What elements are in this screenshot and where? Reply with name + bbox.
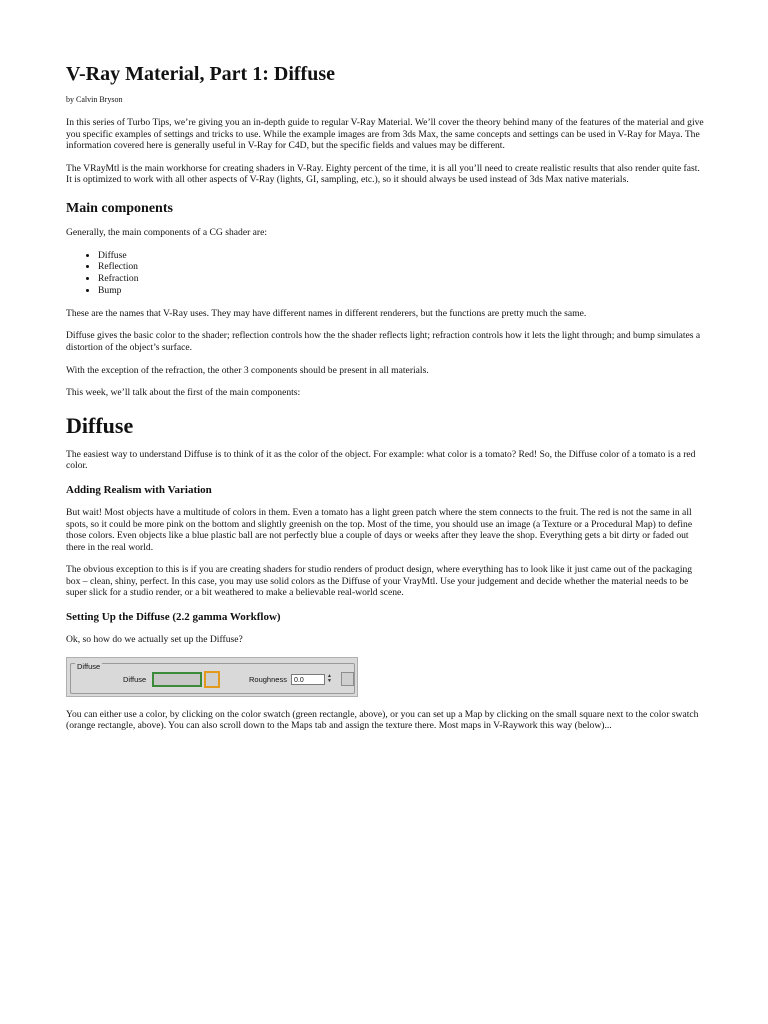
main-components-heading: Main components xyxy=(66,200,173,216)
list-item: • Refraction xyxy=(98,273,706,285)
components-paragraph-2: Diffuse gives the basic color to the shader; reflection controls how the the shader reflects light; refraction controls how it lets the light through; and bump simulates a distortion of the object’s surface. xyxy=(66,330,701,353)
byline: by Calvin Bryson xyxy=(66,95,123,104)
roughness-label: Roughness xyxy=(249,674,287,684)
diffuse-map-button[interactable] xyxy=(204,671,220,688)
diffuse-label: Diffuse xyxy=(123,674,147,684)
intro-paragraph-2: The VRayMtl is the main workhorse for creating shaders in V-Ray. Eighty percent of the time, it is all you’ll need to create realistic results that also render quite fast. It is optimized to work with all other aspects of V-Ray (lights, GI, sampling, etc.), so it should always be used instead of 3ds Max native materials. xyxy=(66,162,700,186)
components-paragraph-3: With the exception of the refraction, the other 3 components should be present in all materials. xyxy=(66,364,429,376)
list-item: • Reflection xyxy=(98,261,706,273)
spinner-down-icon[interactable]: ▼ xyxy=(327,677,332,684)
list-item: • Bump xyxy=(98,285,706,297)
setup-paragraph-1: Ok, so how do we actually set up the Diffuse? xyxy=(66,634,243,646)
article xyxy=(66,62,706,743)
roughness-map-button[interactable] xyxy=(341,672,354,686)
realism-paragraph-2: The obvious exception to this is if you are creating shaders for studio renders of product design, where everything has to look like it just came out of the packaging box – clean, shiny, perfect. In this case, you may use solid colors as the Diffuse of your VrayMtl. Use your judgement and decide whether the material needs to be super slick for a studio render, or a bit weathered to make a believable real-world scene. xyxy=(66,564,693,599)
diffuse-heading: Diffuse xyxy=(66,412,134,438)
setup-paragraph-2: You can either use a color, by clicking on the color swatch (green rectangle, above), or you can set up a Map by clicking on the small square next to the color swatch (orange rectangle, above). You can also scroll down to the Maps tab and assign the texture there. Most maps in V-Raywork this way (below)... xyxy=(66,708,699,732)
components-intro: Generally, the main components of a CG shader are: xyxy=(66,226,268,238)
diffuse-settings-screenshot xyxy=(66,657,358,697)
setup-heading: Setting Up the Diffuse (2.2 gamma Workflow) xyxy=(66,611,281,624)
roughness-input[interactable]: 0.0 xyxy=(291,674,325,685)
spinner-up-icon[interactable]: ▲ xyxy=(327,672,332,679)
diffuse-paragraph-1: The easiest way to understand Diffuse is to think of it as the color of the object. For example: what color is a tomato? Red! So, the Diffuse color of a tomato is a red color. xyxy=(66,448,696,472)
article-title: V-Ray Material, Part 1: Diffuse xyxy=(66,63,335,85)
components-paragraph-4: This week, we’ll talk about the first of the main components: xyxy=(66,387,301,399)
roughness-spinner[interactable] xyxy=(326,674,333,685)
components-list xyxy=(66,250,706,297)
list-item: • Diffuse xyxy=(98,250,706,262)
diffuse-group-box xyxy=(70,663,355,694)
diffuse-color-swatch[interactable] xyxy=(152,672,202,687)
realism-heading: Adding Realism with Variation xyxy=(66,483,212,496)
realism-paragraph-1: But wait! Most objects have a multitude of colors in them. Even a tomato has a light green patch where the stem connects to the fruit. The red is not the same in all spots, so it could be more pink on the bottom and slightly greenish on the top. Most of the time, you should use an image (a Texture or a Procedural Map) to define those colors. Even objects like a blue plastic ball are not perfectly blue a couple of days or weeks after they leave the shop. Everything gets a bit dirty or faded out there in the real world. xyxy=(66,506,693,553)
intro-paragraph-1: In this series of Turbo Tips, we’re giving you an in-depth guide to regular V-Ray Material. We’ll cover the theory behind many of the features of the material and give you specific examples of settings and tricks to use. While the example images are from 3ds Max, the same concepts and settings can be used in V-Ray for Maya. The information covered here is generally useful in V-Ray for C4D, but the specific fields and values may be different. xyxy=(66,117,704,152)
components-paragraph-1: These are the names that V-Ray uses. They may have different names in different renderers, but the functions are pretty much the same. xyxy=(66,307,587,319)
group-title: Diffuse xyxy=(77,661,101,671)
